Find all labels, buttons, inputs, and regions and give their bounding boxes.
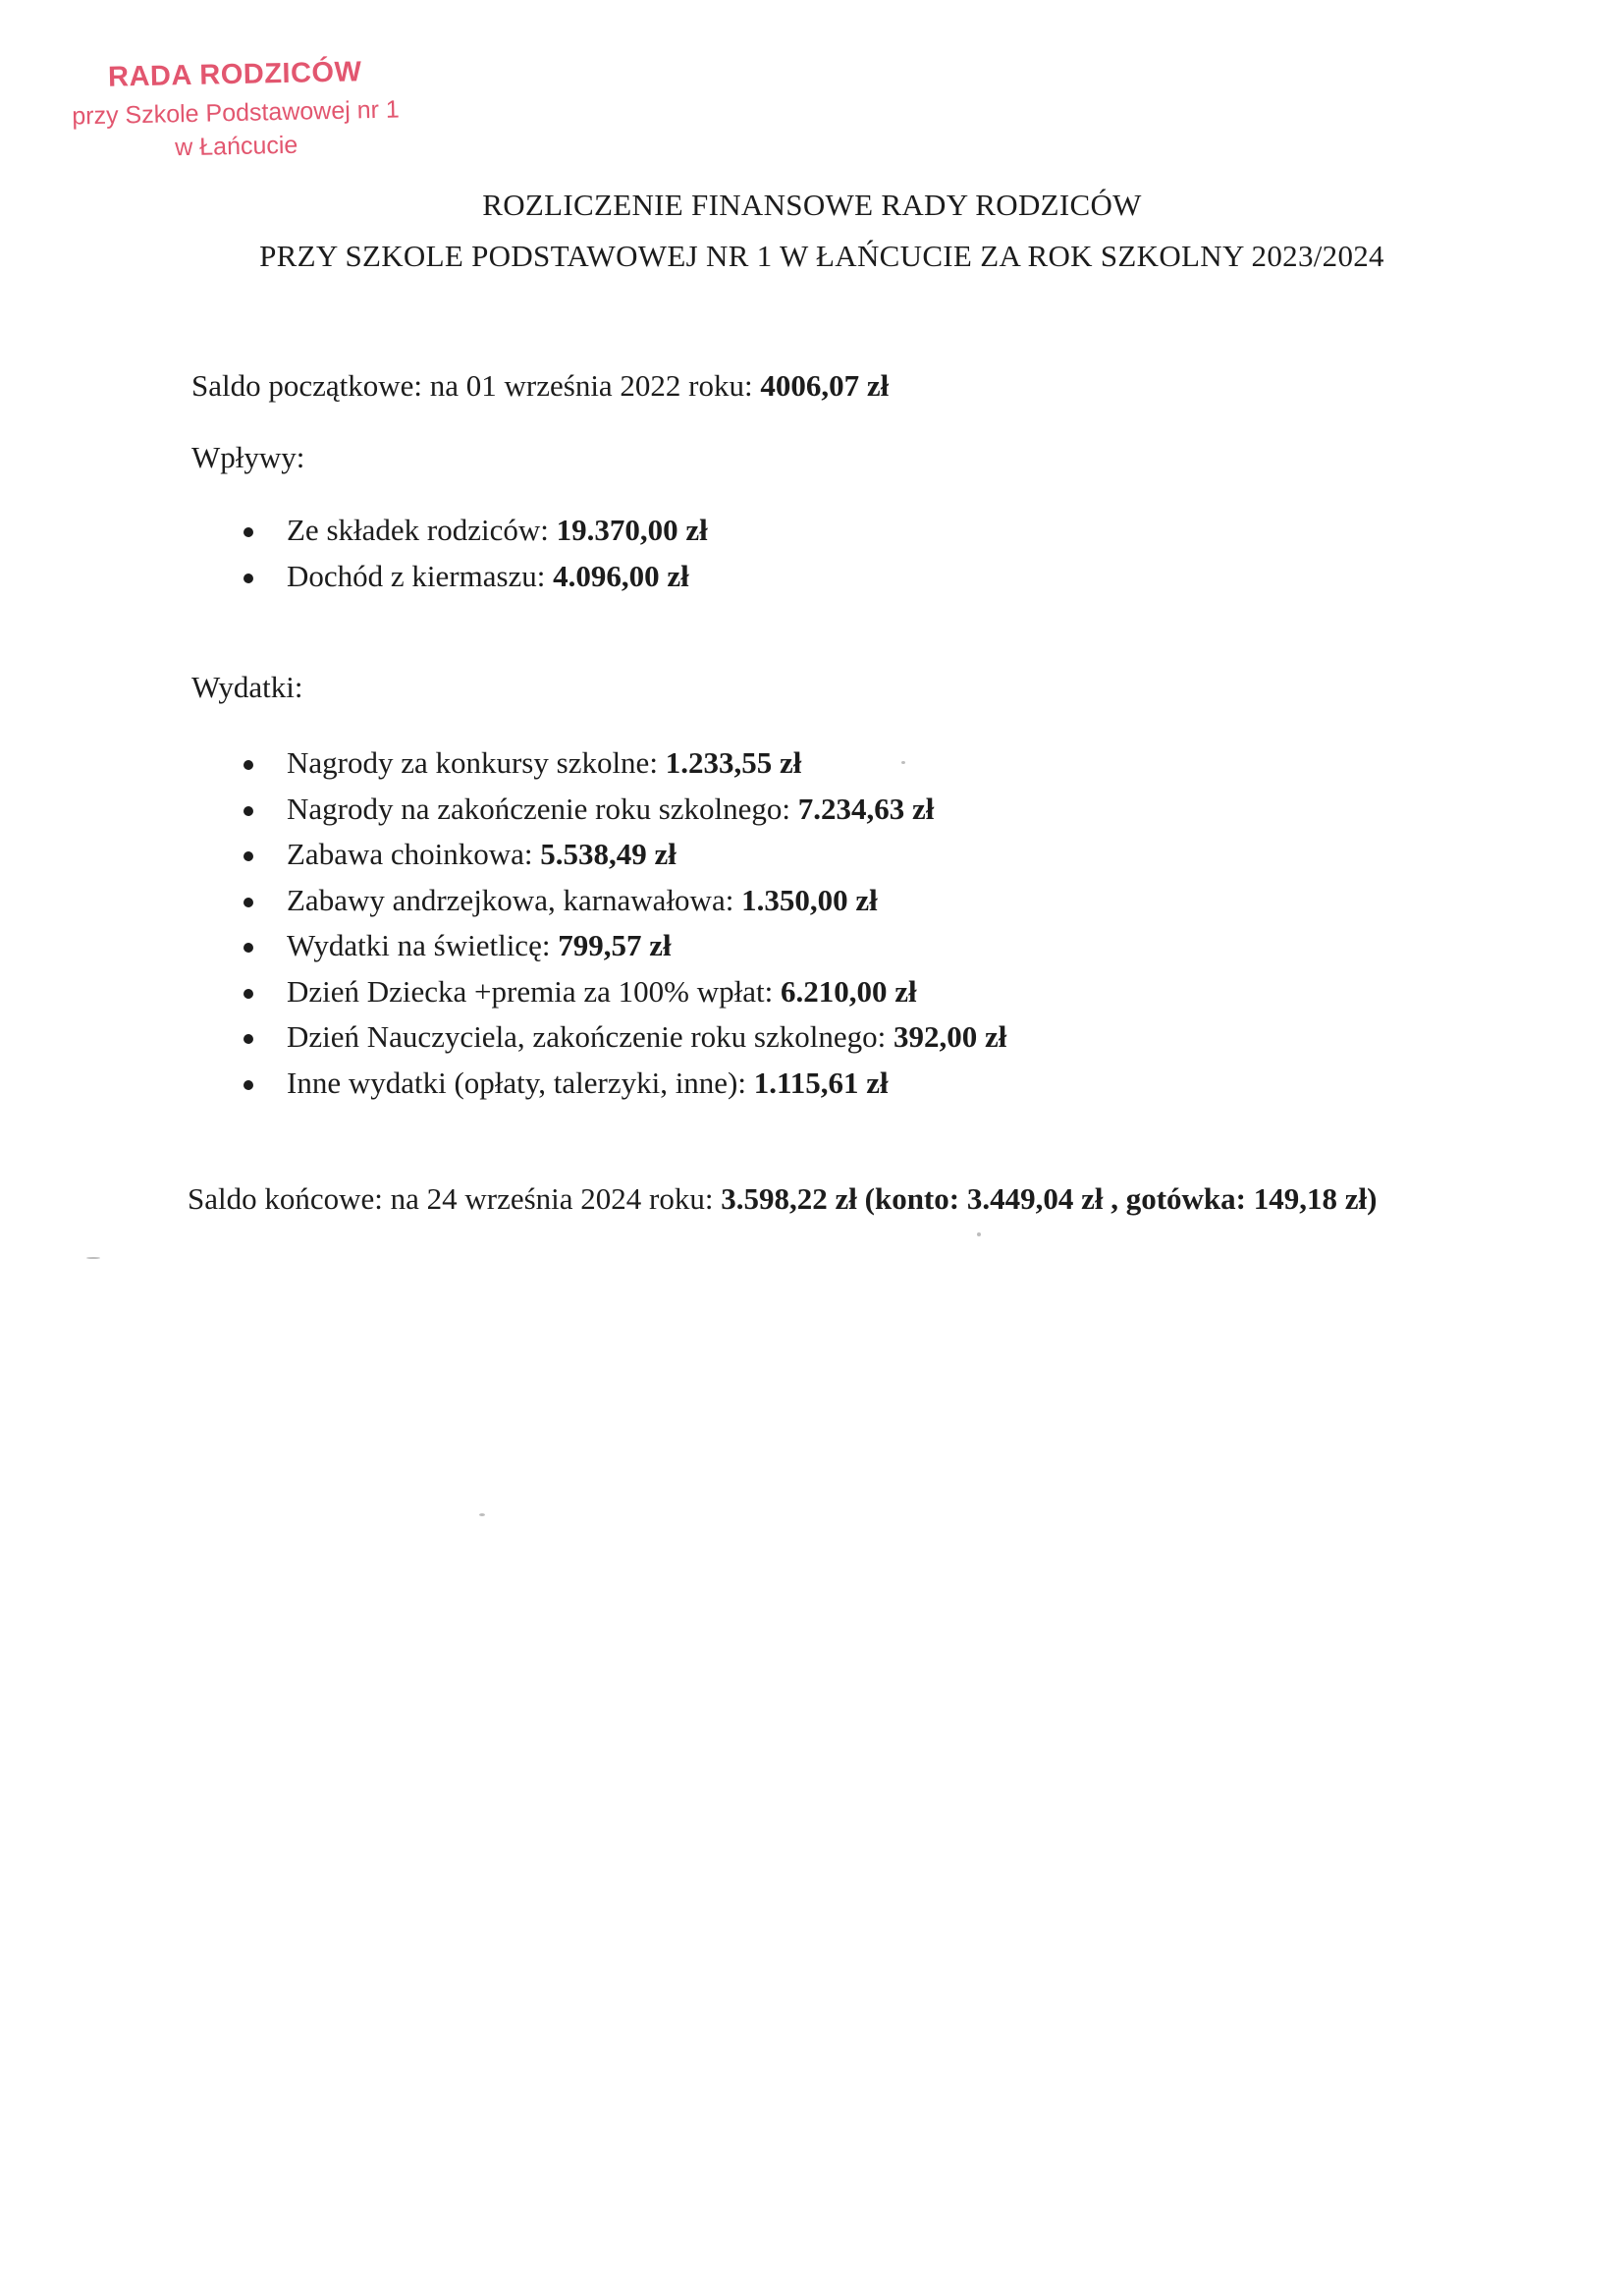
list-item bbox=[236, 878, 1006, 924]
bullet-icon bbox=[244, 1080, 253, 1090]
item-amount: 1.350,00 zł bbox=[741, 882, 878, 917]
expenses-list bbox=[236, 740, 1006, 1106]
list-item bbox=[236, 1061, 1006, 1107]
bullet-icon bbox=[244, 574, 253, 583]
opening-balance-label: Saldo początkowe: na 01 września 2022 roku: bbox=[191, 368, 761, 403]
list-item bbox=[236, 1014, 1006, 1061]
income-heading: Wpływy: bbox=[191, 440, 305, 474]
closing-balance-breakdown: (konto: 3.449,04 zł , gotówka: 149,18 zł) bbox=[864, 1181, 1378, 1216]
bullet-icon bbox=[244, 527, 253, 537]
item-amount: 1.115,61 zł bbox=[753, 1065, 889, 1100]
item-amount: 1.233,55 zł bbox=[665, 745, 802, 780]
document-title bbox=[0, 180, 1624, 282]
bullet-icon bbox=[244, 943, 253, 953]
item-label: Dzień Nauczyciela, zakończenie roku szkolnego: bbox=[287, 1019, 893, 1054]
stamp-line-3: w Łańcucie bbox=[174, 131, 298, 162]
expenses-heading: Wydatki: bbox=[191, 670, 303, 704]
item-label: Wydatki na świetlicę: bbox=[287, 928, 559, 962]
list-item bbox=[236, 832, 1006, 878]
scan-speck bbox=[479, 1513, 485, 1516]
scan-speck bbox=[901, 761, 905, 764]
item-label: Zabawy andrzejkowa, karnawałowa: bbox=[287, 882, 742, 917]
item-label: Nagrody na zakończenie roku szkolnego: bbox=[287, 791, 798, 826]
closing-balance-amount: 3.598,22 zł bbox=[721, 1181, 857, 1216]
opening-balance-amount: 4006,07 zł bbox=[760, 368, 890, 403]
list-item bbox=[236, 508, 708, 554]
item-label: Ze składek rodziców: bbox=[287, 513, 557, 547]
item-label: Inne wydatki (opłaty, talerzyki, inne): bbox=[287, 1065, 754, 1100]
scan-speck bbox=[977, 1232, 981, 1236]
title-line-2: PRZY SZKOLE PODSTAWOWEJ NR 1 W ŁAŃCUCIE ZA ROK SZKOLNY 2023/2024 bbox=[259, 239, 1384, 273]
bullet-icon bbox=[244, 851, 253, 861]
item-amount: 5.538,49 zł bbox=[540, 837, 677, 871]
stamp-line-2: przy Szkole Podstawowej nr 1 bbox=[72, 95, 401, 131]
bullet-icon bbox=[244, 1034, 253, 1044]
income-list bbox=[236, 508, 708, 599]
bullet-icon bbox=[244, 898, 253, 907]
bullet-icon bbox=[244, 760, 253, 770]
item-label: Dzień Dziecka +premia za 100% wpłat: bbox=[287, 973, 781, 1009]
item-amount: 6.210,00 zł bbox=[780, 973, 917, 1009]
scan-speck bbox=[86, 1257, 100, 1259]
bullet-icon bbox=[244, 806, 253, 816]
list-item bbox=[236, 923, 1006, 969]
list-item bbox=[236, 554, 708, 600]
stamp-line-1: RADA RODZICÓW bbox=[107, 56, 362, 93]
opening-balance bbox=[191, 366, 889, 406]
item-amount: 799,57 zł bbox=[558, 928, 672, 962]
list-item bbox=[236, 969, 1006, 1015]
item-label: Zabawa choinkowa: bbox=[287, 837, 541, 871]
list-item bbox=[236, 787, 1006, 833]
item-amount: 392,00 zł bbox=[893, 1019, 1007, 1054]
item-label: Nagrody za konkursy szkolne: bbox=[287, 745, 666, 780]
closing-balance-label: Saldo końcowe: na 24 września 2024 roku: bbox=[188, 1181, 722, 1216]
item-label: Dochód z kiermaszu: bbox=[287, 558, 554, 593]
bullet-icon bbox=[244, 989, 253, 999]
list-item bbox=[236, 740, 1006, 787]
item-amount: 4.096,00 zł bbox=[553, 558, 689, 593]
item-amount: 7.234,63 zł bbox=[797, 791, 935, 826]
title-line-1: ROZLICZENIE FINANSOWE RADY RODZICÓW bbox=[482, 188, 1142, 222]
closing-balance bbox=[188, 1176, 1415, 1222]
rada-rodzicow-stamp bbox=[53, 53, 418, 167]
item-amount: 19.370,00 zł bbox=[556, 513, 708, 547]
